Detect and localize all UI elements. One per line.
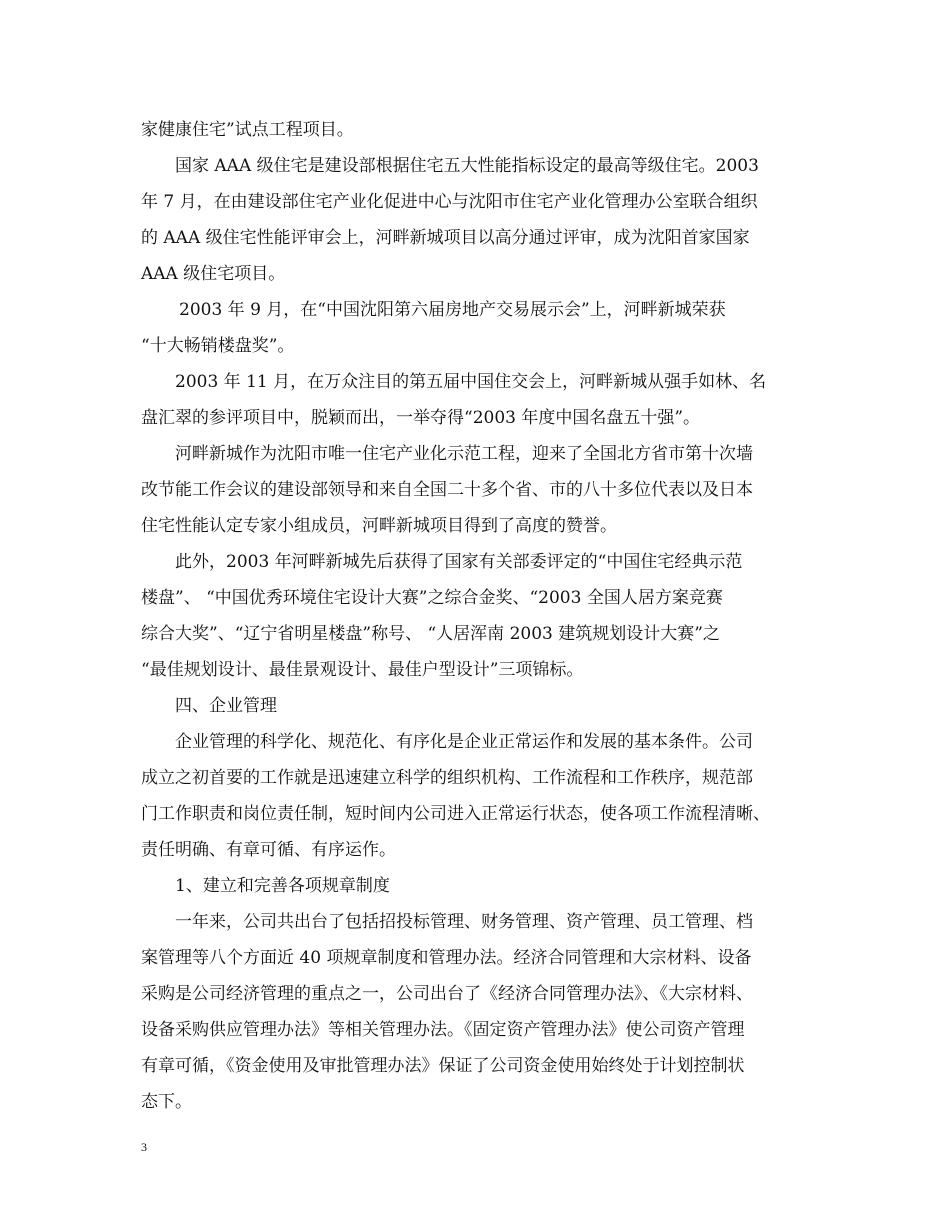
text-line: 有章可循，《资金使用及审批管理办法》保证了公司资金使用始终处于计划控制状 (141, 1056, 745, 1076)
text-line: 设备采购供应管理办法》等相关管理办法。《固定资产管理办法》使公司资产管理 (141, 1020, 745, 1040)
text-line: “十大畅销楼盘奖”。 (141, 336, 295, 356)
text-line: 河畔新城作为沈阳市唯一住宅产业化示范工程，迎来了全国北方省市第十次墙 (175, 444, 753, 464)
text-line: 此外，2003 年河畔新城先后获得了国家有关部委评定的“中国住宅经典示范 (175, 552, 743, 572)
text-line: 一年来，公司共出台了包括招投标管理、财务管理、资产管理、员工管理、档 (175, 912, 753, 932)
text-line: 家健康住宅”试点工程项目。 (141, 120, 354, 140)
text-line: 盘汇翠的参评项目中，脱颖而出，一举夺得“2003 年度中国名盘五十强”。 (141, 408, 701, 428)
text-line: 责任明确、有章可循、有序运作。 (141, 840, 396, 860)
section-heading: 四、企业管理 (175, 696, 277, 716)
text-line: 企业管理的科学化、规范化、有序化是企业正常运作和发展的基本条件。公司 (175, 732, 753, 752)
text-line: 案管理等八个方面近 40 项规章制度和管理办法。经济合同管理和大宗材料、设备 (141, 948, 752, 968)
text-line: 采购是公司经济管理的重点之一，公司出台了《经济合同管理办法》、《大宗材料、 (141, 984, 753, 1004)
text-line: 楼盘”、 “中国优秀环境住宅设计大赛”之综合金奖、“2003 全国人居方案竞赛 (141, 588, 723, 608)
text-line: 综合大奖”、“辽宁省明星楼盘”称号、 “人居浑南 2003 建筑规划设计大赛”之 (141, 624, 720, 644)
text-line: 2003 年 9 月，在“中国沈阳第六届房地产交易展示会”上，河畔新城荣获 (179, 300, 726, 320)
text-line: 成立之初首要的工作就是迅速建立科学的组织机构、工作流程和工作秩序，规范部 (141, 768, 753, 788)
text-line: “最佳规划设计、最佳景观设计、最佳户型设计”三项锦标。 (141, 660, 584, 680)
text-line: 态下。 (141, 1092, 192, 1112)
text-line: 的 AAA 级住宅性能评审会上，河畔新城项目以高分通过评审，成为沈阳首家国家 (141, 228, 750, 248)
text-line: 门工作职责和岗位责任制，短时间内公司进入正常运行状态，使各项工作流程清晰、 (141, 804, 770, 824)
text-line: 改节能工作会议的建设部领导和来自全国二十多个省、市的八十多位代表以及日本 (141, 480, 753, 500)
text-line: AAA 级住宅项目。 (141, 264, 286, 284)
text-line: 国家 AAA 级住宅是建设部根据住宅五大性能指标设定的最高等级住宅。2003 (175, 156, 759, 176)
page-number: 3 (141, 1140, 147, 1154)
text-line: 住宅性能认定专家小组成员，河畔新城项目得到了高度的赞誉。 (141, 516, 617, 536)
text-line: 年 7 月，在由建设部住宅产业化促进中心与沈阳市住宅产业化管理办公室联合组织 (141, 192, 758, 212)
subsection-heading: 1、建立和完善各项规章制度 (175, 876, 390, 896)
text-line: 2003 年 11 月，在万众注目的第五届中国住交会上，河畔新城从强手如林、名 (175, 372, 767, 392)
